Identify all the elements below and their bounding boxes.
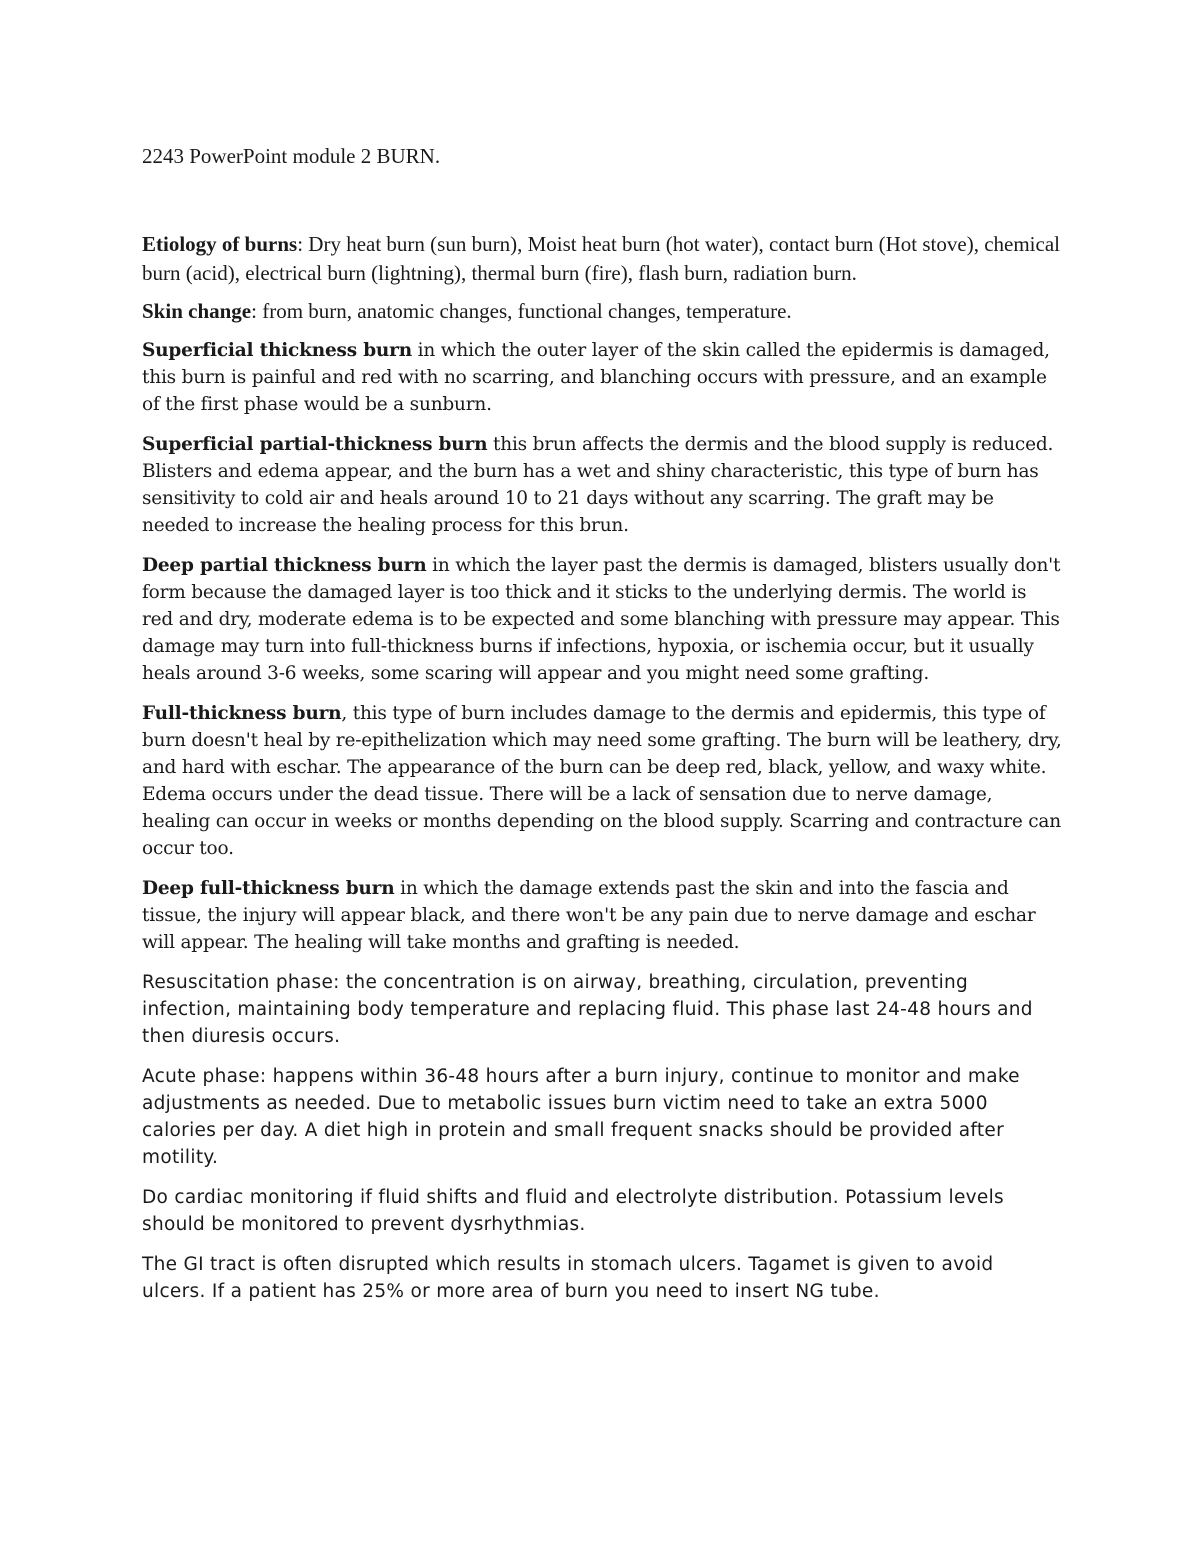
paragraph-deep-full xyxy=(142,875,1062,956)
paragraph-superficial-partial xyxy=(142,431,1062,539)
term-deep-full: Deep full-thickness burn xyxy=(142,878,395,899)
paragraph-acute-phase: Acute phase: happens within 36-48 hours after a burn injury, continue to monitor and make adjustments as needed. Due to metabolic issues burn victim need to take an extra 5000 calories per day. A diet high in protein and small frequent snacks should be provided after motility. xyxy=(142,1066,1020,1168)
paragraph-resuscitation-phase: Resuscitation phase: the concentration is on airway, breathing, circulation, preventing infection, maintaining body temperature and replacing fluid. This phase last 24-48 hours and then diuresis occurs. xyxy=(142,972,1033,1047)
document-page xyxy=(142,143,1062,1318)
paragraph-etiology xyxy=(142,230,1062,288)
term-superficial-thickness: Superficial thickness burn xyxy=(142,340,412,361)
paragraph-skin-change xyxy=(142,297,1062,326)
text-superficial-partial: this brun affects the dermis and the blood supply is reduced. Blisters and edema appear, and the burn has a wet and shiny characteristic, this type of burn has sensitivity to cold air and heals around 10 to 21 days without any scarring. The graft may be needed to increase the healing process for this brun. xyxy=(142,434,1054,536)
term-full-thickness: Full-thickness burn xyxy=(142,703,342,724)
paragraph-cardiac-monitoring: Do cardiac monitoring if fluid shifts and fluid and electrolyte distribution. Potassium levels should be monitored to prevent dysrhythmias. xyxy=(142,1187,1004,1235)
document-title: 2243 PowerPoint module 2 BURN. xyxy=(142,144,441,168)
paragraph-full-thickness xyxy=(142,700,1062,862)
term-deep-partial: Deep partial thickness burn xyxy=(142,555,427,576)
text-superficial-thickness: in which the outer layer of the skin called the epidermis is damaged, this burn is painful and red with no scarring, and blanching occurs with pressure, and an example of the first phase would be a sunburn. xyxy=(142,340,1050,415)
text-deep-partial: in which the layer past the dermis is damaged, blisters usually don't form because the damaged layer is too thick and it sticks to the underlying dermis. The world is red and dry, moderate edema is to be expected and some blanching with pressure may appear. This damage may turn into full-thickness burns if infections, hypoxia, or ischemia occur, but it usually heals around 3-6 weeks, some scaring will appear and you might need some grafting. xyxy=(142,555,1061,684)
term-skin-change: Skin change xyxy=(142,299,252,323)
text-full-thickness: , this type of burn includes damage to the dermis and epidermis, this type of burn doesn't heal by re-epithelization which may need some grafting. The burn will be leathery, dry, and hard with eschar. The appearance of the burn can be deep red, black, yellow, and waxy white. Edema occurs under the dead tissue. There will be a lack of sensation due to nerve damage, healing can occur in weeks or months depending on the blood supply. Scarring and contracture can occur too. xyxy=(142,703,1062,859)
paragraph-deep-partial xyxy=(142,552,1062,687)
text-etiology: : Dry heat burn (sun burn), Moist heat burn (hot water), contact burn (Hot stove), chemical burn (acid), electrical burn (lightning), thermal burn (fire), flash burn, radiation burn. xyxy=(142,232,1060,285)
term-superficial-partial: Superficial partial-thickness burn xyxy=(142,434,488,455)
text-skin-change: : from burn, anatomic changes, functional changes, temperature. xyxy=(251,299,792,323)
term-etiology: Etiology of burns xyxy=(142,232,298,256)
paragraph-gi-tract: The GI tract is often disrupted which results in stomach ulcers. Tagamet is given to avoid ulcers. If a patient has 25% or more area of burn you need to insert NG tube. xyxy=(142,1254,994,1302)
text-deep-full: in which the damage extends past the skin and into the fascia and tissue, the injury will appear black, and there won't be any pain due to nerve damage and eschar will appear. The healing will take months and grafting is needed. xyxy=(142,878,1036,953)
paragraph-superficial-thickness xyxy=(142,337,1062,418)
